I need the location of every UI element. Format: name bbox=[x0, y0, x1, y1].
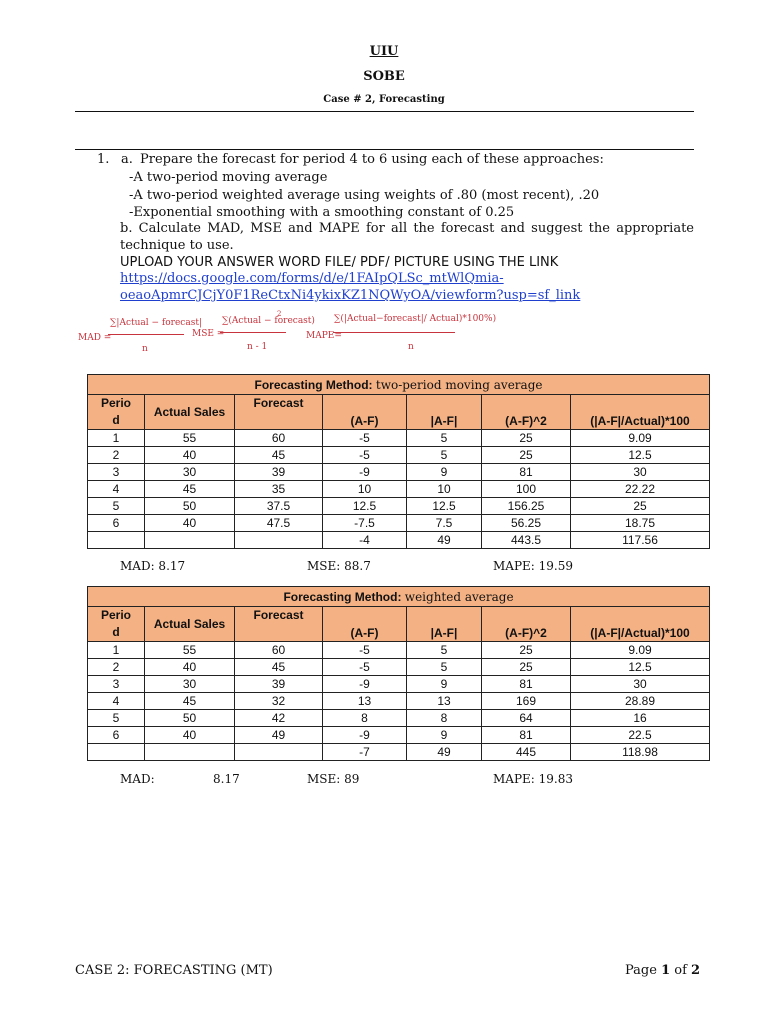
table-row: 2 40 45 -5 5 25 12.5 bbox=[88, 659, 710, 676]
table-row: 6 40 49 -9 9 81 22.5 bbox=[88, 727, 710, 744]
table-row: 3 30 39 -9 9 81 30 bbox=[88, 464, 710, 481]
col-af: (A-F) bbox=[323, 395, 407, 430]
col-period-top: Perio bbox=[100, 608, 131, 622]
col-af-squared: (A-F)^2 bbox=[482, 395, 571, 430]
forecast-table-weighted-average bbox=[87, 586, 710, 761]
mse-result: MSE: 89 bbox=[307, 772, 360, 786]
mad-result-label: MAD: bbox=[120, 772, 155, 786]
page-indicator: Page 1 of 2 bbox=[625, 963, 701, 978]
method-label: Forecasting Method: bbox=[254, 377, 373, 392]
upload-instruction: UPLOAD YOUR ANSWER WORD FILE/ PDF/ PICTURE USING THE LINK bbox=[120, 255, 559, 270]
col-af: (A-F) bbox=[323, 607, 407, 642]
mape-result: MAPE: 19.59 bbox=[493, 559, 573, 573]
mse-result: MSE: 88.7 bbox=[307, 559, 371, 573]
mape-result: MAPE: 19.83 bbox=[493, 772, 573, 786]
question-number: 1. bbox=[97, 152, 110, 167]
col-period-top: Perio bbox=[100, 396, 131, 410]
case-title: Case # 2, Forecasting bbox=[323, 94, 445, 105]
mad-result-value: 8.17 bbox=[213, 772, 240, 786]
table-row: 4 45 35 10 10 100 22.22 bbox=[88, 481, 710, 498]
col-actual: Actual Sales bbox=[145, 607, 235, 642]
mad-formula: MAD = ∑|Actual − forecast| n bbox=[78, 318, 202, 354]
col-period-bottom: d bbox=[112, 413, 120, 427]
table-body bbox=[88, 430, 710, 549]
question-divider bbox=[75, 149, 694, 150]
method-name: weighted average bbox=[404, 589, 514, 604]
table-row: 4 45 32 13 13 169 28.89 bbox=[88, 693, 710, 710]
col-percent-error: (|A-F|/Actual)*100 bbox=[571, 395, 710, 430]
col-forecast: Forecast bbox=[235, 395, 323, 430]
mad-result: MAD: 8.17 bbox=[120, 559, 186, 573]
approach-item: -A two-period moving average bbox=[129, 170, 328, 185]
part-a-label: a. bbox=[121, 152, 133, 167]
approach-item: -A two-period weighted average using weights of .80 (most recent), .20 bbox=[129, 188, 600, 203]
method-name: two-period moving average bbox=[375, 377, 543, 392]
table-row: 1 55 60 -5 5 25 9.09 bbox=[88, 430, 710, 447]
table-row: 1 55 60 -5 5 25 9.09 bbox=[88, 642, 710, 659]
col-abs-af: |A-F| bbox=[407, 395, 482, 430]
form-link-line1[interactable]: https://docs.google.com/forms/d/e/1FAIpQLSc_mtWlQmia- bbox=[120, 271, 504, 286]
forecast-table-moving-average bbox=[87, 374, 710, 549]
approach-item: -Exponential smoothing with a smoothing constant of 0.25 bbox=[129, 205, 515, 220]
table-row: 2 40 45 -5 5 25 12.5 bbox=[88, 447, 710, 464]
totals-row: -4 49 443.5 117.56 bbox=[88, 532, 710, 549]
mape-formula: MAPE= ∑(|Actual−forecast|/ Actual)*100%) n bbox=[306, 314, 497, 352]
col-af-squared: (A-F)^2 bbox=[482, 607, 571, 642]
table-row: 5 50 37.5 12.5 12.5 156.25 25 bbox=[88, 498, 710, 515]
col-abs-af: |A-F| bbox=[407, 607, 482, 642]
table-row: 5 50 42 8 8 64 16 bbox=[88, 710, 710, 727]
footer-case-title: CASE 2: FORECASTING (MT) bbox=[75, 963, 273, 978]
table-row: 6 40 47.5 -7.5 7.5 56.25 18.75 bbox=[88, 515, 710, 532]
col-actual: Actual Sales bbox=[145, 395, 235, 430]
col-period-bottom: d bbox=[112, 625, 120, 639]
part-a-text: Prepare the forecast for period 4 to 6 using each of these approaches: bbox=[140, 152, 604, 167]
method-label: Forecasting Method: bbox=[283, 589, 402, 604]
org-title: UIU bbox=[369, 44, 399, 59]
form-link-line2[interactable]: oeaoApmrCJCjY0F1ReCtxNi4ykixKZ1NQWyOA/viewform?usp=sf_link bbox=[120, 288, 581, 303]
col-percent-error: (|A-F|/Actual)*100 bbox=[571, 607, 710, 642]
totals-row: -7 49 445 118.98 bbox=[88, 744, 710, 761]
table-row: 3 30 39 -9 9 81 30 bbox=[88, 676, 710, 693]
school-title: SOBE bbox=[363, 69, 405, 84]
mse-formula: MSE = ∑(Actual − forecast) 2 n - 1 bbox=[192, 310, 315, 352]
part-b-text: b. Calculate MAD, MSE and MAPE for all the forecast and suggest the appropriate technique to use. bbox=[120, 221, 694, 253]
table-title-row bbox=[88, 587, 710, 607]
header-divider bbox=[75, 111, 694, 112]
table-body bbox=[88, 642, 710, 761]
col-forecast: Forecast bbox=[235, 607, 323, 642]
table-title-row bbox=[88, 375, 710, 395]
